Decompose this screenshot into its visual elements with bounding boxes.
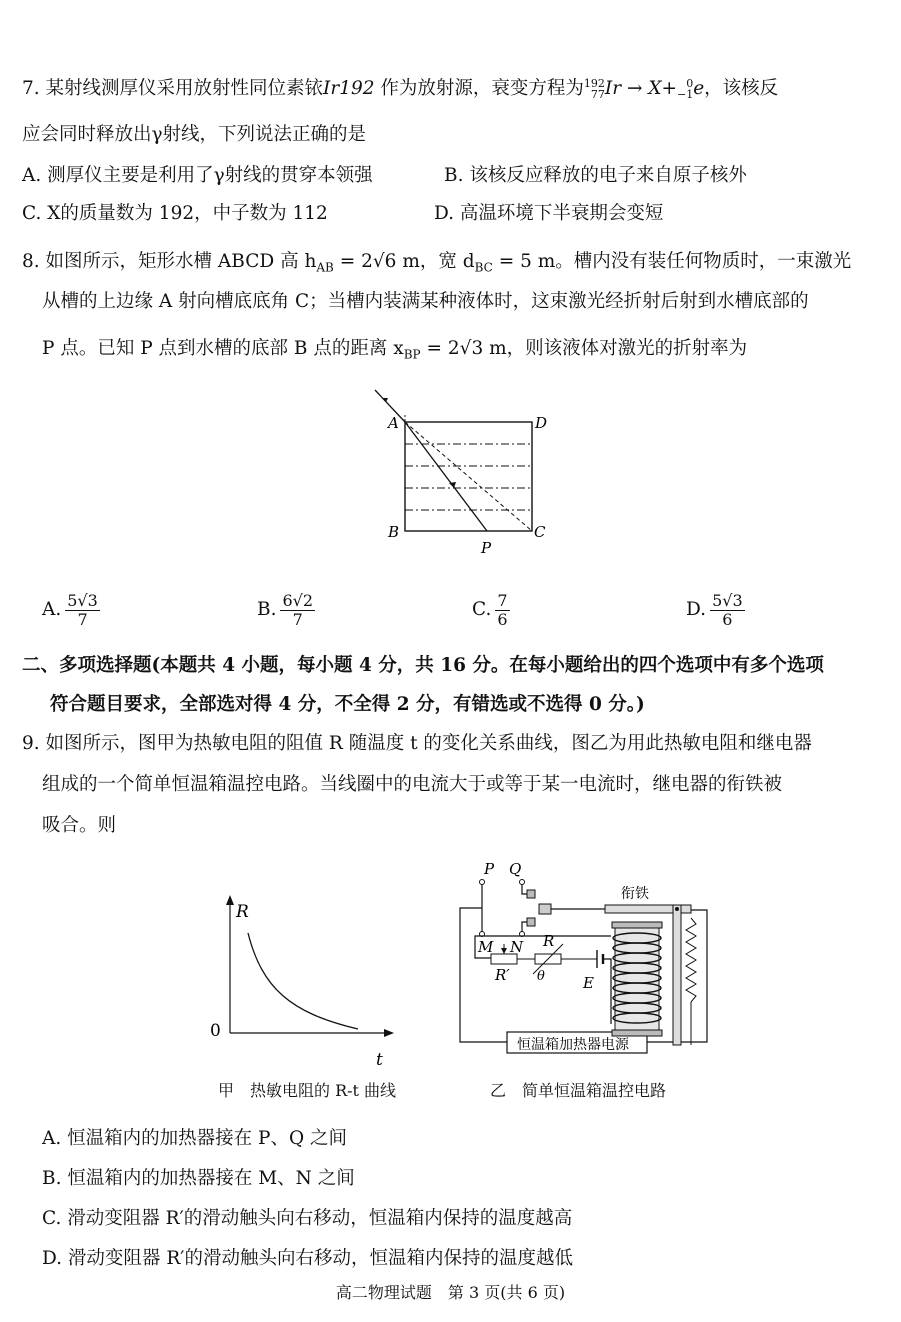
p-label: P xyxy=(484,860,495,878)
q7-option-c[interactable]: C. X的质量数为 192，中子数为 112 xyxy=(22,203,328,224)
q-label: Q xyxy=(509,860,522,878)
label-b: B xyxy=(388,523,400,541)
q9-circuit-diagram xyxy=(455,858,715,1068)
q9-stem-line3: 吸合。则 xyxy=(42,815,117,836)
q8-option-b[interactable]: B. $\frac{6√2}{7}$ xyxy=(257,591,314,629)
q8-stem-line1: 8. 如图所示，矩形水槽 ABCD 高 $h_{AB} = 2√6$ m，宽 $d_{BC} = 5$ m。槽内没有装任何物质时，一束激光 xyxy=(22,251,852,275)
q8-option-c[interactable]: C. $\frac{7}{6}$ xyxy=(472,591,508,629)
label-c: C xyxy=(534,523,546,541)
caption-left: 甲 热敏电阻的 R-t 曲线 xyxy=(218,1081,397,1100)
q7-option-b[interactable]: B. 该核反应释放的电子来自原子核外 xyxy=(444,165,747,186)
q9-option-d[interactable]: D. 滑动变阻器 R′的滑动触头向右移动，恒温箱内保持的温度越低 xyxy=(42,1248,573,1269)
rprime-label: R′ xyxy=(495,966,510,984)
label-p: P xyxy=(481,539,492,557)
page-footer: 高二物理试题 第 3 页(共 6 页) xyxy=(335,1283,566,1302)
q9-option-c[interactable]: C. 滑动变阻器 R′的滑动触头向右移动，恒温箱内保持的温度越高 xyxy=(42,1208,573,1229)
q9-stem-line1: 9. 如图所示，图甲为热敏电阻的阻值 R 随温度 t 的变化关系曲线，图乙为用此热敏电阻和继电器 xyxy=(22,733,812,754)
e-label: E xyxy=(583,974,594,992)
caption-right: 乙 简单恒温箱温控电路 xyxy=(490,1081,667,1100)
section2-heading-line2: 符合题目要求，全部选对得 4 分，不全得 2 分，有错选或不选得 0 分。) xyxy=(50,694,645,715)
q7-stem-line2: 应会同时释放出γ射线，下列说法正确的是 xyxy=(22,124,367,145)
q8-option-a[interactable]: A. $\frac{5√3}{7}$ xyxy=(42,591,98,629)
q7-stem-line1: 7. 某射线测厚仪采用放射性同位素铱Ir192 作为放射源，衰变方程为 192 77 Ir → X+ 0 −1 e，该核反 xyxy=(22,77,779,101)
heater-supply-label: 恒温箱加热器电源 xyxy=(517,1037,629,1053)
m-label: M xyxy=(478,938,494,956)
q8-stem-line2: 从槽的上边缘 A 射向槽底底角 C；当槽内装满某种液体时，这束激光经折射后射到水槽底部的 xyxy=(42,291,809,312)
q9-rt-graph xyxy=(200,893,400,1078)
label-d: D xyxy=(535,414,548,432)
q8-tank-figure xyxy=(370,385,560,560)
x-axis-label: t xyxy=(376,1050,383,1070)
q7-option-d[interactable]: D. 高温环境下半衰期会变短 xyxy=(434,203,664,224)
theta-label: θ xyxy=(537,969,545,984)
q8-stem-line3: P 点。已知 P 点到水槽的底部 B 点的距离 $x_{BP} = 2√3$ m，则该液体对激光的折射率为 xyxy=(42,338,748,362)
q8-option-d[interactable]: D. $\frac{5√3}{6}$ xyxy=(686,591,743,629)
n-label: N xyxy=(510,938,524,956)
q7-option-a[interactable]: A. 测厚仪主要是利用了γ射线的贯穿本领强 xyxy=(22,165,373,186)
section2-heading-line1: 二、多项选择题(本题共 4 小题，每小题 4 分，共 16 分。在每小题给出的四个选项中有多个选项 xyxy=(22,655,824,676)
q9-stem-line2: 组成的一个简单恒温箱温控电路。当线圈中的电流大于或等于某一电流时，继电器的衔铁被 xyxy=(42,774,783,795)
armature-label: 衔铁 xyxy=(621,886,649,902)
y-axis-label: R xyxy=(236,902,249,922)
origin-label: 0 xyxy=(210,1021,221,1041)
q9-option-b[interactable]: B. 恒温箱内的加热器接在 M、N 之间 xyxy=(42,1168,355,1189)
label-a: A xyxy=(388,414,399,432)
q9-option-a[interactable]: A. 恒温箱内的加热器接在 P、Q 之间 xyxy=(42,1128,347,1149)
r-label: R xyxy=(543,932,555,950)
